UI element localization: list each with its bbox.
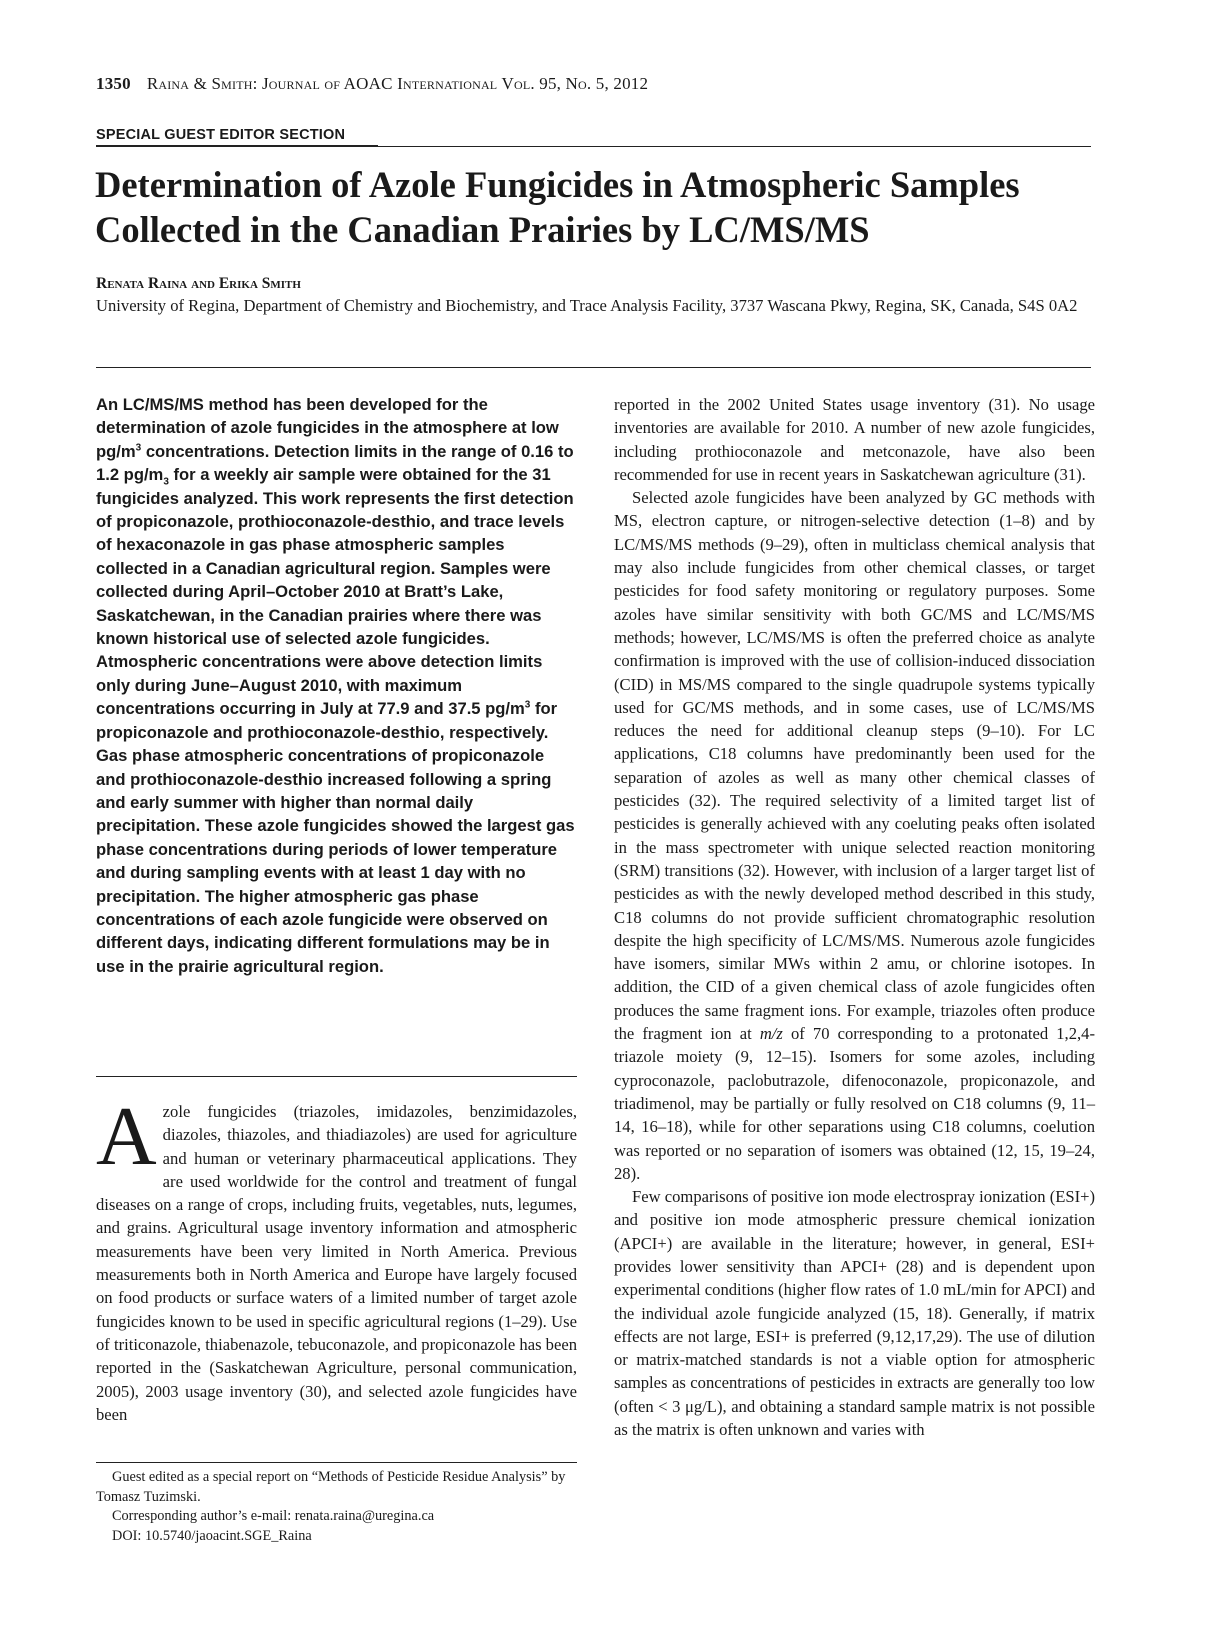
footnote-rule (96, 1462, 577, 1463)
page-number: 1350 (96, 74, 131, 93)
abstract (96, 393, 576, 978)
paragraph-methods (614, 486, 1095, 1185)
abstract-text-3: for a weekly air sample were obtained for the 31 fungicides analyzed. This work represents the first detection of propiconazole, prothioconazole-desthio, and trace levels of hexaconazole in gas phase atmospheric samples collected in a Canadian agricultural region. Samples were collected during April–October 2010 at Bratt’s Lake, Saskatchewan, in the Canadian prairies where there was known historical use of selected azole fungicides. Atmospheric concentrations were above detection limits only during June–August 2010, with maximum concentrations occurring in July at 77.9 and 37.5 pg/m (96, 465, 574, 719)
introduction-text: zole fungicides (triazoles, imidazoles, benzimidazoles, diazoles, thiazoles, and thiadiazoles) are used for agriculture and human or veterinary pharmaceutical applications. They are used worldwide for the control and treatment of fungal diseases on a range of crops, including fruits, vegetables, nuts, legumes, and grains. Agricultural usage inventory information and atmospheric measurements have been very limited in North America. Previous measurements both in North America and Europe have largely focused on food products or surface waters of a limited number of target azole fungicides known to be used in specific agricultural regions (1–29). Use of triticonazole, thiabenazole, tebuconazole, and propiconazole has been reported in the (Saskatchewan Agriculture, personal communication, 2005), 2003 usage inventory (30), and selected azole fungicides have been (96, 1102, 577, 1424)
header-rule (96, 367, 1091, 368)
affiliation: University of Regina, Department of Chemistry and Biochemistry, and Trace Analysis Facility, 3737 Wascana Pkwy, Regina, SK, Canada, S4S 0A2 (96, 296, 1078, 315)
footnote-guest-editor: Guest edited as a special report on “Methods of Pesticide Residue Analysis” by Tomasz Tuzimski. (96, 1469, 566, 1505)
section-rule-accent (96, 145, 378, 147)
footnote-doi: DOI: 10.5740/jaoacint.SGE_Raina (112, 1527, 312, 1544)
section-label: SPECIAL GUEST EDITOR SECTION (96, 127, 346, 143)
paragraph-methods-text: Selected azole fungicides have been analyzed by GC methods with MS, electron capture, or nitrogen-selective detection (1–8) and by LC/MS/MS methods (9–29), often in multiclass chemical analysis that may also include fungicides from other chemical classes, or target pesticides for food safety monitoring or regulatory purposes. Some azoles have similar sensitivity with both GC/MS and LC/MS/MS methods; however, LC/MS/MS is often the preferred choice as analyte confirmation is improved with the use of collision-induced dissociation (CID) in MS/MS compared to the single quadrupole systems typically used for GC/MS methods, and in some cases, use of LC/MS/MS reduces the need for additional cleanup steps (9–10). For LC applications, C18 columns have predominantly been used for the separation of azoles as well as many other chemical classes of pesticides (32). The required selectivity of a limited target list of pesticides is generally achieved with any coeluting peaks often isolated in the mass spectrometer with unique selected reaction monitoring (SRM) transitions (32). However, with inclusion of a larger target list of pesticides as with the newly developed method described in this study, C18 columns do not provide sufficient chromatographic resolution despite the high specificity of LC/MS/MS. Numerous azole fungicides have isomers, similar MWs within 2 amu, or chlorine isotopes. In addition, the CID of a given chemical class of azole fungicides often produces the same fragment ions. For example, triazoles often produce the fragment ion at (614, 488, 1095, 1044)
abstract-rule (96, 1076, 577, 1077)
abstract-text-4: for propiconazole and prothioconazole-desthio, respectively. Gas phase atmospheric concentrations of propiconazole and prothioconazole-desthio increased following a spring and early summer with higher than normal daily precipitation. These azole fungicides showed the largest gas phase concentrations during periods of lower temperature and during sampling events with at least 1 day with no precipitation. The higher atmospheric gas phase concentrations of each azole fungicide were observed on different days, indicating different formulations may be in use in the prairie agricultural region. (96, 699, 575, 976)
journal-citation: Raina & Smith: Journal of AOAC International Vol. 95, No. 5, 2012 (146, 74, 649, 93)
right-column (614, 393, 1095, 1441)
abstract-superscript-1: 3 (135, 442, 142, 454)
abstract-text-1: An LC/MS/MS method has been developed for the determination of azole fungicides in the atmosphere at low pg/m (96, 395, 559, 461)
paragraph-ionization: Few comparisons of positive ion mode electrospray ionization (ESI+) and positive ion mode atmospheric pressure chemical ionization (APCI+) are available in the literature; however, in general, ESI+ provides lower sensitivity than APCI+ (28) and is dependent upon experimental conditions (higher flow rates of 1.0 mL/min for APCI) and the individual azole fungicide analyzed (15, 18). Generally, if matrix effects are not large, ESI+ is preferred (9,12,17,29). The use of dilution or matrix-matched standards is not a viable option for atmospheric samples as concentrations of pesticides in extracts are generally too low (often < 3 μg/L), and obtaining a standard sample matrix is not possible as the matrix is often unknown and varies with (614, 1187, 1095, 1440)
abstract-subscript-1: 3 (163, 476, 169, 488)
abstract-text-2: concentrations. Detection limits in the range of 0.16 to 1.2 pg/m (96, 441, 574, 485)
paragraph-methods-tail: of 70 corresponding to a protonated 1,2,4-triazole moiety (9, 12–15). Isomers for some azoles, including cyproconazole, paclobutrazole, difenoconazole, propiconazole, and triadimenol, may be partially or fully resolved on C18 columns (9, 11–14, 16–18), while for other separations using C18 columns, coelution was reported or no separation of isomers was obtained (12, 15, 19–24, 28). (614, 1024, 1095, 1183)
paragraph-usage-inventory: reported in the 2002 United States usage inventory (31). No usage inventories are available for 2010. A number of new azole fungicides, including prothioconazole and metconazole, have also been recommended for use in recent years in Saskatchewan agriculture (31). (614, 395, 1095, 484)
article-title: Determination of Azole Fungicides in Atmospheric Samples Collected in the Canadian Prairies by LC/MS/MS (95, 164, 1020, 250)
footnote-email: Corresponding author’s e-mail: renata.raina@uregina.ca (112, 1508, 435, 1524)
authors: Renata Raina and Erika Smith (96, 275, 301, 292)
footnotes (96, 1468, 577, 1546)
abstract-superscript-2: 3 (524, 699, 531, 711)
mz-italic: m/z (759, 1024, 783, 1044)
introduction-paragraph (96, 1090, 577, 1426)
running-head (96, 74, 648, 94)
drop-cap: A (96, 1090, 157, 1183)
